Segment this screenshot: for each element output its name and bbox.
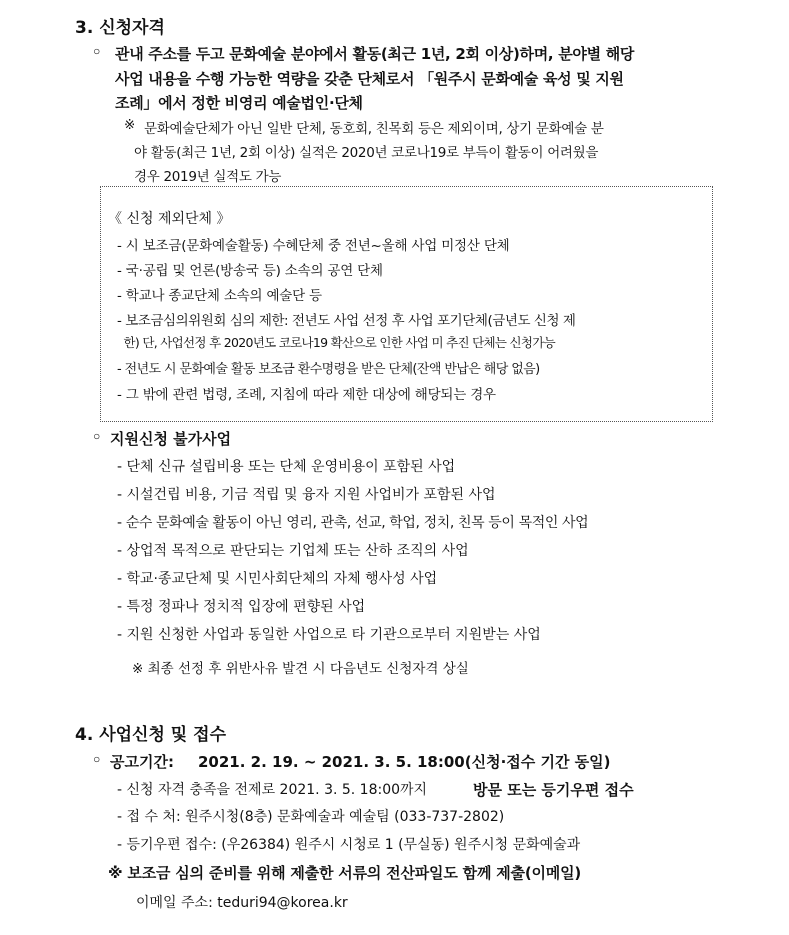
bullet-icon: ◦	[92, 43, 102, 61]
ineligible-item: - 지원 신청한 사업과 동일한 사업으로 타 기관으로부터 지원받는 사업	[117, 627, 541, 643]
excluded-item: - 시 보조금(문화예술활동) 수혜단체 중 전년~올해 사업 미정산 단체	[117, 238, 510, 254]
ineligible-item: - 단체 신규 설립비용 또는 단체 운영비용이 포함된 사업	[117, 459, 456, 475]
submission-mail-address: - 등기우편 접수: (우26384) 원주시 시청로 1 (무실동) 원주시청 문화예술과	[117, 837, 581, 853]
section4-heading: 4. 사업신청 및 접수	[75, 725, 226, 745]
ineligible-item: - 특정 정파나 정치적 입장에 편향된 사업	[117, 599, 366, 615]
excluded-item: - 학교나 종교단체 소속의 예술단 등	[117, 288, 322, 304]
digital-file-note: ※ 보조금 심의 준비를 위해 제출한 서류의 전산파일도 함께 제출(이메일)	[108, 864, 582, 882]
period-label: 공고기간:	[110, 753, 174, 771]
submission-office: - 접 수 처: 원주시청(8층) 문화예술과 예술팀 (033-737-2802)	[117, 809, 505, 825]
ineligible-projects-title: 지원신청 불가사업	[110, 430, 232, 448]
note-line-1: 문화예술단체가 아닌 일반 단체, 동호회, 친목회 등은 제외이며, 상기 문화예술 분	[144, 121, 604, 137]
excluded-item: - 그 밖에 관련 법령, 조례, 지침에 따라 제한 대상에 해당되는 경우	[117, 387, 496, 403]
submission-item-deadline: - 신청 자격 충족을 전제로 2021. 3. 5. 18:00까지	[117, 782, 428, 798]
note-mark-icon: ※	[124, 117, 136, 133]
ineligible-note: ※ 최종 선정 후 위반사유 발견 시 다음년도 신청자격 상실	[132, 661, 469, 677]
eligibility-line-2: 사업 내용을 수행 가능한 역량을 갖춘 단체로서 「원주시 문화예술 육성 및 지원	[115, 70, 624, 88]
excluded-item-continued: 한) 단, 사업선정 후 2020년도 코로나19 확산으로 인한 사업 미 추진 단체는 신청가능	[117, 335, 556, 350]
ineligible-item: - 학교·종교단체 및 시민사회단체의 자체 행사성 사업	[117, 571, 438, 587]
submission-method: 방문 또는 등기우편 접수	[473, 781, 634, 799]
note-line-2: 야 활동(최근 1년, 2회 이상) 실적은 2020년 코로나19로 부득이 활동이 어려웠을	[134, 145, 599, 161]
excluded-item: - 보조금심의위원회 심의 제한: 전년도 사업 선정 후 사업 포기단체(금년도 신청 제	[117, 313, 576, 329]
eligibility-line-3: 조례」에서 정한 비영리 예술법인·단체	[115, 94, 363, 112]
excluded-item: - 국·공립 및 언론(방송국 등) 소속의 공연 단체	[117, 263, 383, 279]
excluded-item: - 전년도 시 문화예술 활동 보조금 환수명령을 받은 단체(잔액 반납은 해당 없음)	[117, 362, 540, 377]
ineligible-item: - 상업적 목적으로 판단되는 기업체 또는 산하 조직의 사업	[117, 543, 469, 559]
email-address: 이메일 주소: teduri94@korea.kr	[136, 895, 348, 911]
section3-heading: 3. 신청자격	[75, 18, 165, 38]
eligibility-line-1: 관내 주소를 두고 문화예술 분야에서 활동(최근 1년, 2회 이상)하며, 분야별 해당	[115, 45, 635, 63]
note-line-3: 경우 2019년 실적도 가능	[134, 169, 282, 185]
ineligible-item: - 시설건립 비용, 기금 적립 및 융자 지원 사업비가 포함된 사업	[117, 487, 496, 503]
period-value: 2021. 2. 19. ~ 2021. 3. 5. 18:00(신청·접수 기간 동일)	[198, 753, 611, 771]
bullet-icon: ◦	[92, 428, 102, 446]
bullet-icon: ◦	[92, 751, 102, 769]
ineligible-item: - 순수 문화예술 활동이 아닌 영리, 관촉, 선교, 학업, 정치, 친목 등이 목적인 사업	[117, 515, 589, 531]
excluded-groups-title: 《 신청 제외단체 》	[108, 211, 231, 227]
